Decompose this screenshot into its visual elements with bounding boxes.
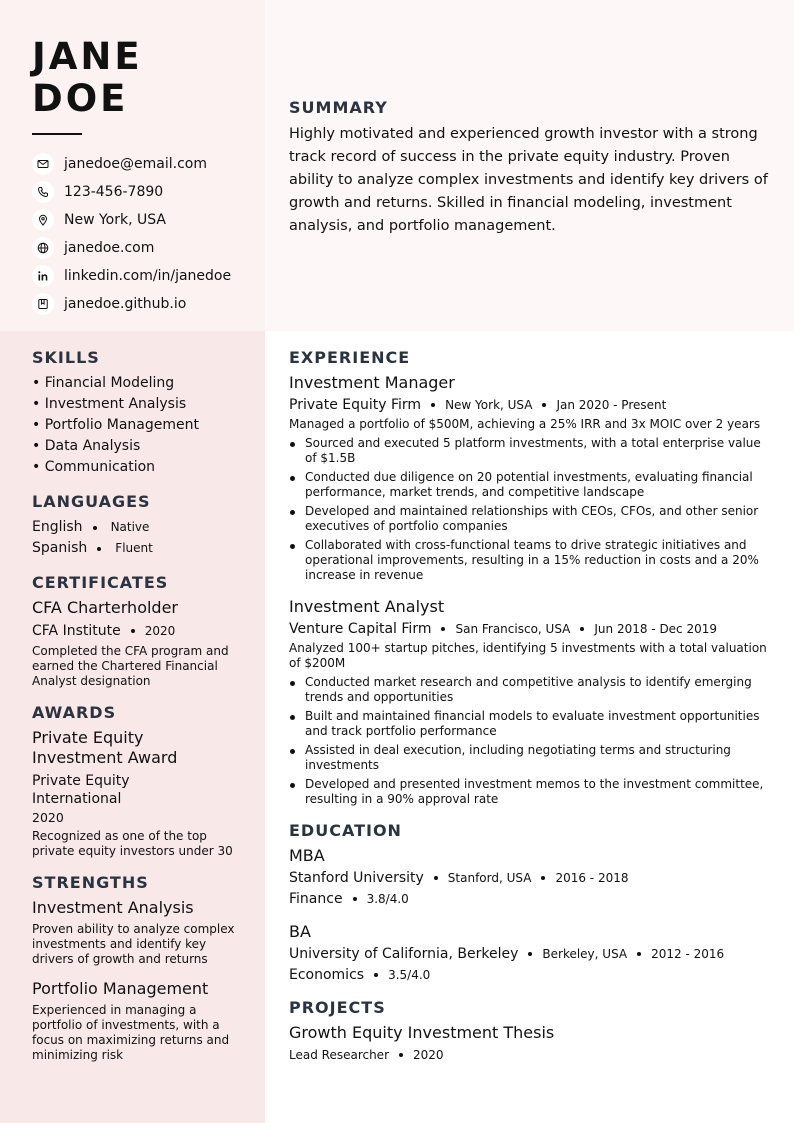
separator-dot <box>431 403 435 407</box>
skill-item: • Data Analysis <box>32 438 141 454</box>
certificate-meta <box>32 622 237 640</box>
language-name: Spanish <box>32 540 88 556</box>
education-section <box>289 821 773 984</box>
job-title: Investment Analyst <box>289 597 445 616</box>
education-location: Berkeley, USA <box>542 947 628 961</box>
language-item <box>32 517 237 538</box>
certificates-section <box>32 573 237 689</box>
award-name: Private Equity Investment Award <box>32 728 178 767</box>
job-bullet: Built and maintained financial models to evaluate investment opportunities and track portfolio performance <box>289 709 773 739</box>
separator-dot <box>637 952 641 956</box>
strength-desc: Experienced in managing a portfolio of investments, with a focus on maximizing returns and minimizing risk <box>32 1003 230 1062</box>
skills-title: SKILLS <box>32 348 100 367</box>
separator-dot <box>374 973 378 977</box>
job-meta <box>289 396 773 414</box>
email-icon <box>32 153 54 175</box>
education-meta <box>289 869 773 887</box>
project-meta <box>289 1046 773 1064</box>
strength-desc: Proven ability to analyze complex investments and identify key drivers of growth and returns <box>32 922 235 966</box>
certificate-issuer: CFA Institute <box>32 623 121 639</box>
education-meta <box>289 945 773 963</box>
job-bullets <box>289 436 773 583</box>
project-name: Growth Equity Investment Thesis <box>289 1023 555 1042</box>
project-role: Lead Researcher <box>289 1048 390 1062</box>
languages-section <box>32 492 237 559</box>
job-bullet: Conducted due diligence on 20 potential investments, evaluating financial performance, market trends, and competitive landscape <box>289 470 773 500</box>
job-desc: Analyzed 100+ startup pitches, identifying 5 investments with a total valuation of $200M <box>289 641 767 670</box>
certificate-desc: Completed the CFA program and earned the Chartered Financial Analyst designation <box>32 644 229 688</box>
projects-title: PROJECTS <box>289 998 386 1017</box>
award-issuer: Private Equity International <box>32 773 130 807</box>
skill-item: • Communication <box>32 459 156 475</box>
job-bullet: Sourced and executed 5 platform investments, with a total enterprise value of $1.5B <box>289 436 773 466</box>
github-icon <box>32 293 54 315</box>
contact-website[interactable] <box>32 234 231 262</box>
separator-dot <box>541 876 545 880</box>
last-name: DOE <box>32 77 129 120</box>
skill-item: • Portfolio Management <box>32 417 199 433</box>
awards-section <box>32 703 237 859</box>
contact-github-text: janedoe.github.io <box>64 296 187 312</box>
separator-dot <box>97 547 101 551</box>
education-field-row <box>289 966 773 984</box>
education-school: Stanford University <box>289 870 424 886</box>
skill-item: • Investment Analysis <box>32 396 187 412</box>
education-entry <box>289 846 773 908</box>
job-bullet: Developed and maintained relationships with CEOs, CFOs, and other senior executives of portfolio companies <box>289 504 773 534</box>
education-field: Economics <box>289 967 365 983</box>
language-level: Fluent <box>115 541 153 555</box>
phone-icon <box>32 181 54 203</box>
job-bullets <box>289 675 773 807</box>
candidate-name <box>32 36 143 120</box>
experience-title: EXPERIENCE <box>289 348 411 367</box>
location-icon <box>32 209 54 231</box>
contact-website-text: janedoe.com <box>64 240 155 256</box>
job-meta <box>289 620 773 638</box>
award-desc: Recognized as one of the top private equity investors under 30 <box>32 829 233 858</box>
job-bullet: Collaborated with cross-functional teams to drive strategic initiatives and operational improvements, resulting in a 15% reduction in costs and a 20% increase in revenue <box>289 538 773 583</box>
skill-item: • Financial Modeling <box>32 375 175 391</box>
job-location: New York, USA <box>445 398 533 412</box>
job-company: Private Equity Firm <box>289 397 422 413</box>
separator-dot <box>353 897 357 901</box>
project-year: 2020 <box>413 1048 444 1062</box>
separator-dot <box>542 403 546 407</box>
separator-dot <box>580 627 584 631</box>
separator-dot <box>399 1053 403 1057</box>
contact-github[interactable] <box>32 290 231 318</box>
contact-email-text: janedoe@email.com <box>64 156 207 172</box>
contact-phone[interactable] <box>32 178 231 206</box>
strength-name: Investment Analysis <box>32 898 194 917</box>
certificates-title: CERTIFICATES <box>32 573 169 592</box>
education-title: EDUCATION <box>289 821 402 840</box>
language-item <box>32 538 237 559</box>
main-content <box>289 348 773 1076</box>
contact-location <box>32 206 231 234</box>
contact-list <box>32 150 231 318</box>
job-entry <box>289 597 773 807</box>
job-dates: Jun 2018 - Dec 2019 <box>594 622 718 636</box>
job-entry <box>289 373 773 583</box>
education-dates: 2016 - 2018 <box>555 871 629 885</box>
education-school: University of California, Berkeley <box>289 946 519 962</box>
summary-text: Highly motivated and experienced growth investor with a strong track record of success in the private equity industry. Proven ability to analyze complex investments and identify key drivers of growth and returns. Skilled in financial modeling, investment analysis, and portfolio management. <box>289 126 768 234</box>
job-location: San Francisco, USA <box>455 622 571 636</box>
languages-title: LANGUAGES <box>32 492 151 511</box>
contact-phone-text: 123-456-7890 <box>64 184 164 200</box>
education-field: Finance <box>289 891 343 907</box>
experience-section <box>289 348 773 807</box>
job-desc: Managed a portfolio of $500M, achieving a 25% IRR and 3x MOIC over 2 years <box>289 417 761 431</box>
strength-name: Portfolio Management <box>32 979 209 998</box>
sidebar-content <box>32 348 237 1077</box>
education-dates: 2012 - 2016 <box>651 947 725 961</box>
strengths-title: STRENGTHS <box>32 873 149 892</box>
certificate-year: 2020 <box>144 624 176 638</box>
globe-icon <box>32 237 54 259</box>
name-divider <box>32 133 82 135</box>
language-name: English <box>32 519 83 535</box>
awards-title: AWARDS <box>32 703 117 722</box>
certificate-name: CFA Charterholder <box>32 598 178 617</box>
education-gpa: 3.8/4.0 <box>366 892 409 906</box>
separator-dot <box>528 952 532 956</box>
linkedin-icon <box>32 265 54 287</box>
strengths-section <box>32 873 237 1063</box>
separator-dot <box>93 526 97 530</box>
job-bullet: Assisted in deal execution, including negotiating terms and structuring investments <box>289 743 773 773</box>
contact-location-text: New York, USA <box>64 212 166 228</box>
contact-linkedin-text: linkedin.com/in/janedoe <box>64 268 232 284</box>
separator-dot <box>434 876 438 880</box>
education-field-row <box>289 890 773 908</box>
summary-section <box>289 98 771 238</box>
education-degree: BA <box>289 922 311 941</box>
projects-section <box>289 998 773 1064</box>
job-bullet: Developed and presented investment memos to the investment committee, resulting in a 90% approval rate <box>289 777 773 807</box>
education-gpa: 3.5/4.0 <box>388 968 431 982</box>
education-degree: MBA <box>289 846 325 865</box>
education-location: Stanford, USA <box>447 871 532 885</box>
job-title: Investment Manager <box>289 373 455 392</box>
education-entry <box>289 922 773 984</box>
job-dates: Jan 2020 - Present <box>556 398 667 412</box>
job-company: Venture Capital Firm <box>289 621 432 637</box>
skills-section <box>32 348 237 478</box>
separator-dot <box>131 629 135 633</box>
separator-dot <box>441 627 445 631</box>
award-year: 2020 <box>32 810 64 825</box>
summary-title: SUMMARY <box>289 98 388 117</box>
language-level: Native <box>110 520 150 534</box>
first-name: JANE <box>32 35 143 78</box>
job-bullet: Conducted market research and competitive analysis to identify emerging trends and opportunities <box>289 675 773 705</box>
contact-email[interactable] <box>32 150 231 178</box>
contact-linkedin[interactable] <box>32 262 231 290</box>
